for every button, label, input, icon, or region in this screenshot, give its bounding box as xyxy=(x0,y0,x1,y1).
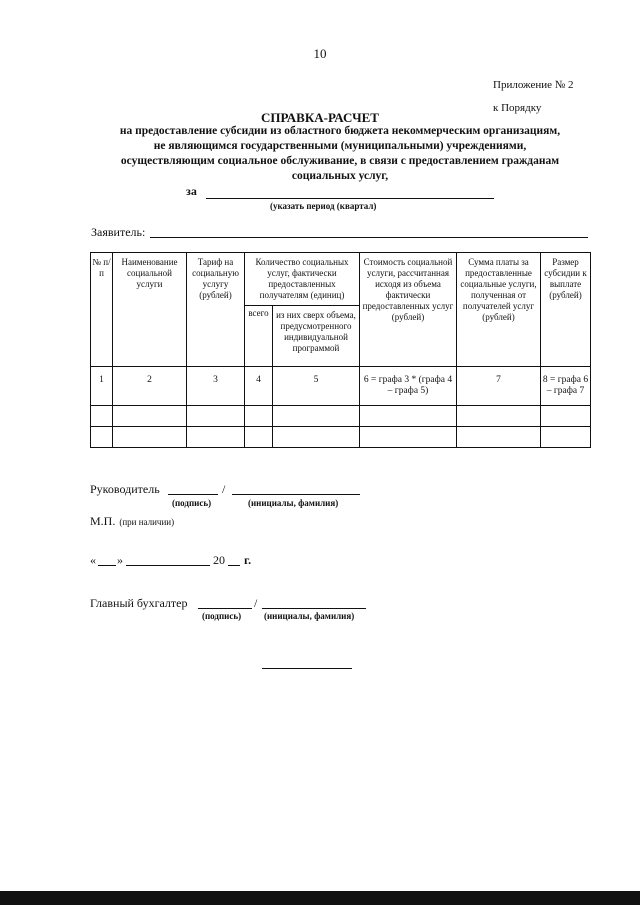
col-number-5: 5 xyxy=(273,367,360,406)
date-close-quote: » xyxy=(117,553,123,567)
col-number-2: 2 xyxy=(113,367,187,406)
header-quantity-total: всего xyxy=(245,306,273,367)
page-number: 10 xyxy=(313,46,327,61)
period-hint: (указать период (квартал) xyxy=(270,201,377,211)
table-cell[interactable] xyxy=(457,427,541,448)
stamp-label: М.П. xyxy=(90,514,116,528)
appendix-line-2: к Порядку xyxy=(493,102,542,114)
head-label: Руководитель xyxy=(90,482,160,496)
header-service-name: Наименование социальной услуги xyxy=(113,253,187,367)
date-year-prefix: 20 xyxy=(213,553,225,567)
head-signature-hint: (подпись) xyxy=(172,498,212,508)
table-row xyxy=(91,406,591,427)
header-tariff: Тариф на социальную услугу (рублей) xyxy=(187,253,245,367)
closing-divider xyxy=(262,668,352,669)
subtitle-line-4: социальных услуг, xyxy=(291,170,389,182)
table-cell[interactable] xyxy=(187,427,245,448)
appendix-line-1: Приложение № 2 xyxy=(493,79,574,91)
table-cell[interactable] xyxy=(245,427,273,448)
head-signature-field[interactable] xyxy=(168,494,218,495)
header-cost: Стоимость социальной услуги, рассчитанная исходя из объема фактически предоставленных услуг (рублей) xyxy=(360,253,457,367)
scan-bottom-edge xyxy=(0,891,640,905)
calculation-table xyxy=(90,252,591,448)
table-cell[interactable] xyxy=(113,427,187,448)
subtitle-line-3: осуществляющим социальное обслуживание, в связи с предоставлением гражданам xyxy=(120,155,560,167)
subtitle-line-2: не являющимся государственными (муниципальными) учреждениями, xyxy=(153,140,527,152)
col-number-1: 1 xyxy=(91,367,113,406)
period-field[interactable] xyxy=(206,198,494,199)
date-year-suffix: г. xyxy=(244,553,252,567)
accountant-separator: / xyxy=(254,596,258,610)
col-number-8: 8 = графа 6 – графа 7 xyxy=(541,367,591,406)
table-cell[interactable] xyxy=(360,406,457,427)
stamp-block xyxy=(90,512,174,530)
table-cell[interactable] xyxy=(360,427,457,448)
accountant-name-field[interactable] xyxy=(262,608,366,609)
table-cell[interactable] xyxy=(273,406,360,427)
document-subtitle xyxy=(80,124,600,184)
table-row xyxy=(91,427,591,448)
head-name-hint: (инициалы, фамилия) xyxy=(248,498,339,508)
accountant-label: Главный бухгалтер xyxy=(90,596,188,610)
subtitle-line-1: на предоставление субсидии из областного бюджета некоммерческим организациям, xyxy=(119,125,561,137)
table-cell[interactable] xyxy=(541,427,591,448)
col-number-6: 6 = графа 3 * (графа 4 – графа 5) xyxy=(360,367,457,406)
date-day-field[interactable] xyxy=(98,565,116,566)
date-open-quote: « xyxy=(90,553,96,567)
period-prefix: за xyxy=(186,184,197,198)
stamp-note: (при наличии) xyxy=(119,517,175,527)
col-number-7: 7 xyxy=(457,367,541,406)
table-cell[interactable] xyxy=(245,406,273,427)
head-separator: / xyxy=(222,482,226,496)
table-cell[interactable] xyxy=(541,406,591,427)
applicant-label: Заявитель: xyxy=(91,225,146,239)
col-number-3: 3 xyxy=(187,367,245,406)
applicant-field[interactable] xyxy=(150,237,588,238)
table-number-row xyxy=(91,367,591,406)
col-number-4: 4 xyxy=(245,367,273,406)
header-subsidy: Размер субсидии к выплате (рублей) xyxy=(541,253,591,367)
accountant-signature-hint: (подпись) xyxy=(202,611,242,621)
table-cell[interactable] xyxy=(187,406,245,427)
head-name-field[interactable] xyxy=(232,494,360,495)
header-payment: Сумма платы за предоставленные социальные услуги, полученная от получателей услуг (рублей) xyxy=(457,253,541,367)
date-month-field[interactable] xyxy=(126,565,210,566)
date-year-field[interactable] xyxy=(228,565,240,566)
table-cell[interactable] xyxy=(113,406,187,427)
document-title: СПРАВКА-РАСЧЕТ xyxy=(261,110,379,125)
table-header-row xyxy=(91,253,591,306)
header-quantity-over: из них сверх объема, предусмотренного индивидуальной программой xyxy=(273,306,360,367)
table-cell[interactable] xyxy=(273,427,360,448)
table-cell[interactable] xyxy=(91,427,113,448)
table-cell[interactable] xyxy=(457,406,541,427)
header-quantity: Количество социальных услуг, фактически предоставленных получателям (единиц) xyxy=(245,253,360,306)
accountant-name-hint: (инициалы, фамилия) xyxy=(264,611,355,621)
table-cell[interactable] xyxy=(91,406,113,427)
accountant-signature-field[interactable] xyxy=(198,608,252,609)
header-number: № п/п xyxy=(91,253,113,367)
